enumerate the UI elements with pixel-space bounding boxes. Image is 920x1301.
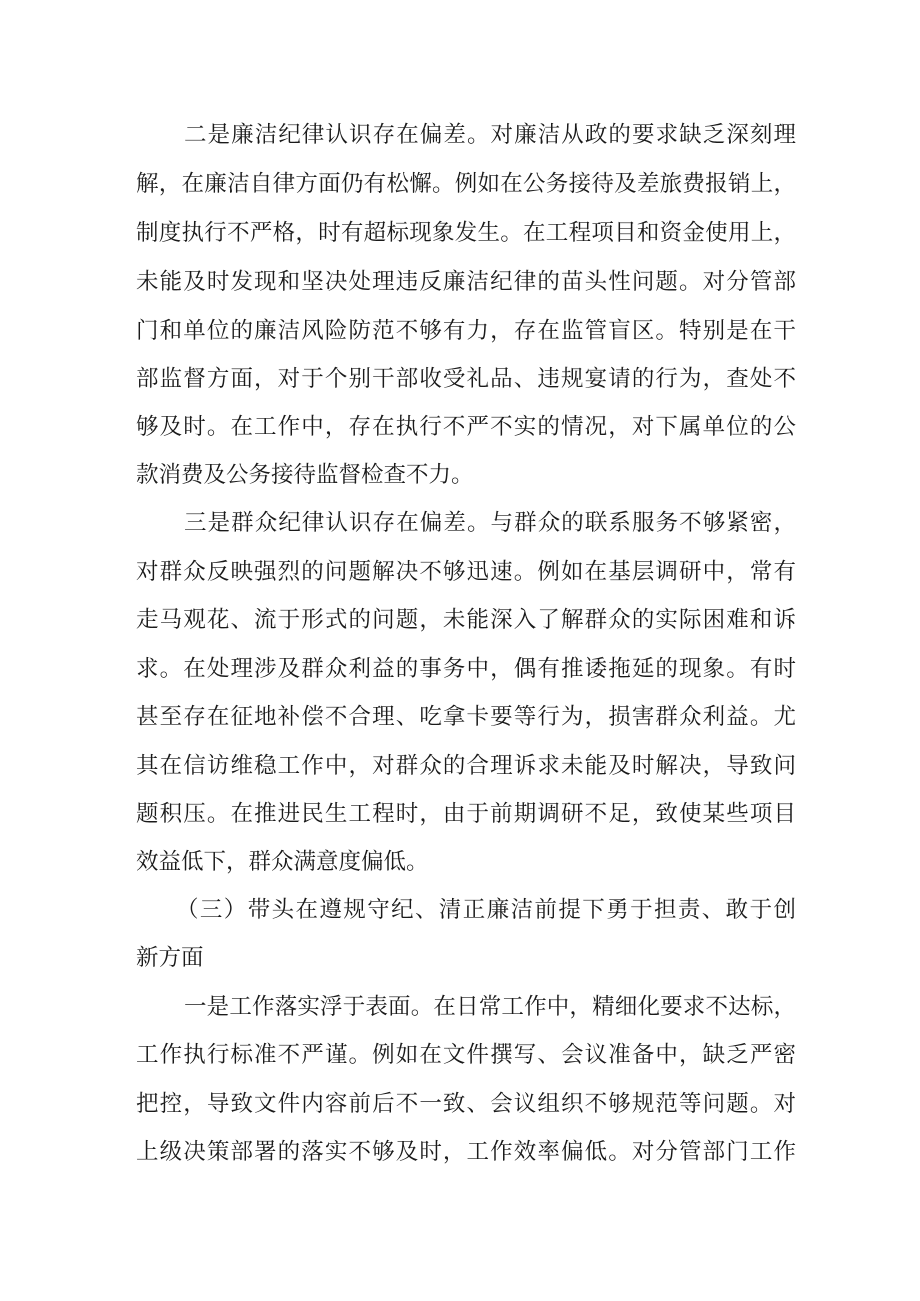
paragraph-2-line-4: 求。在处理涉及群众利益的事务中，偶有推诿拖延的现象。有时 <box>136 656 796 682</box>
paragraph-1-line-4: 未能及时发现和坚决处理违反廉洁纪律的苗头性问题。对分管部 <box>136 269 796 295</box>
paragraph-1-line-7: 够及时。在工作中，存在执行不严不实的情况，对下属单位的公 <box>136 414 796 440</box>
paragraph-1-line-8: 款消费及公务接待监督检查不力。 <box>136 462 474 488</box>
paragraph-1-line-2: 解，在廉洁自律方面仍有松懈。例如在公务接待及差旅费报销上， <box>136 171 796 197</box>
paragraph-2-line-2: 对群众反映强烈的问题解决不够迅速。例如在基层调研中，常有 <box>136 559 796 585</box>
paragraph-1-line-6: 部监督方面，对于个别干部收受礼品、违规宴请的行为，查处不 <box>136 366 796 392</box>
paragraph-2-line-6: 其在信访维稳工作中，对群众的合理诉求未能及时解决，导致问 <box>136 753 796 779</box>
paragraph-3-line-1: 一是工作落实浮于表面。在日常工作中，精细化要求不达标， <box>184 994 796 1020</box>
paragraph-2-line-1: 三是群众纪律认识存在偏差。与群众的联系服务不够紧密， <box>184 510 796 536</box>
paragraph-1-line-3: 制度执行不严格，时有超标现象发生。在工程项目和资金使用上， <box>136 220 796 246</box>
paragraph-3-line-2: 工作执行标准不严谨。例如在文件撰写、会议准备中，缺乏严密 <box>136 1042 796 1068</box>
paragraph-2-line-3: 走马观花、流于形式的问题，未能深入了解群众的实际困难和诉 <box>136 607 796 633</box>
paragraph-3-line-4: 上级决策部署的落实不够及时，工作效率偏低。对分管部门工作 <box>136 1139 796 1165</box>
paragraph-2-line-7: 题积压。在推进民生工程时，由于前期调研不足，致使某些项目 <box>136 801 796 827</box>
paragraph-1-line-5: 门和单位的廉洁风险防范不够有力，存在监管盲区。特别是在干 <box>136 318 796 344</box>
paragraph-2-line-8: 效益低下，群众满意度偏低。 <box>136 849 429 875</box>
section-heading-line-1: （三）带头在遵规守纪、清正廉洁前提下勇于担责、敢于创 <box>176 897 796 923</box>
paragraph-2-line-5: 甚至存在征地补偿不合理、吃拿卡要等行为，损害群众利益。尤 <box>136 704 796 730</box>
section-heading-line-2: 新方面 <box>136 945 204 971</box>
paragraph-3-line-3: 把控，导致文件内容前后不一致、会议组织不够规范等问题。对 <box>136 1091 796 1117</box>
paragraph-1-line-1: 二是廉洁纪律认识存在偏差。对廉洁从政的要求缺乏深刻理 <box>184 122 796 148</box>
